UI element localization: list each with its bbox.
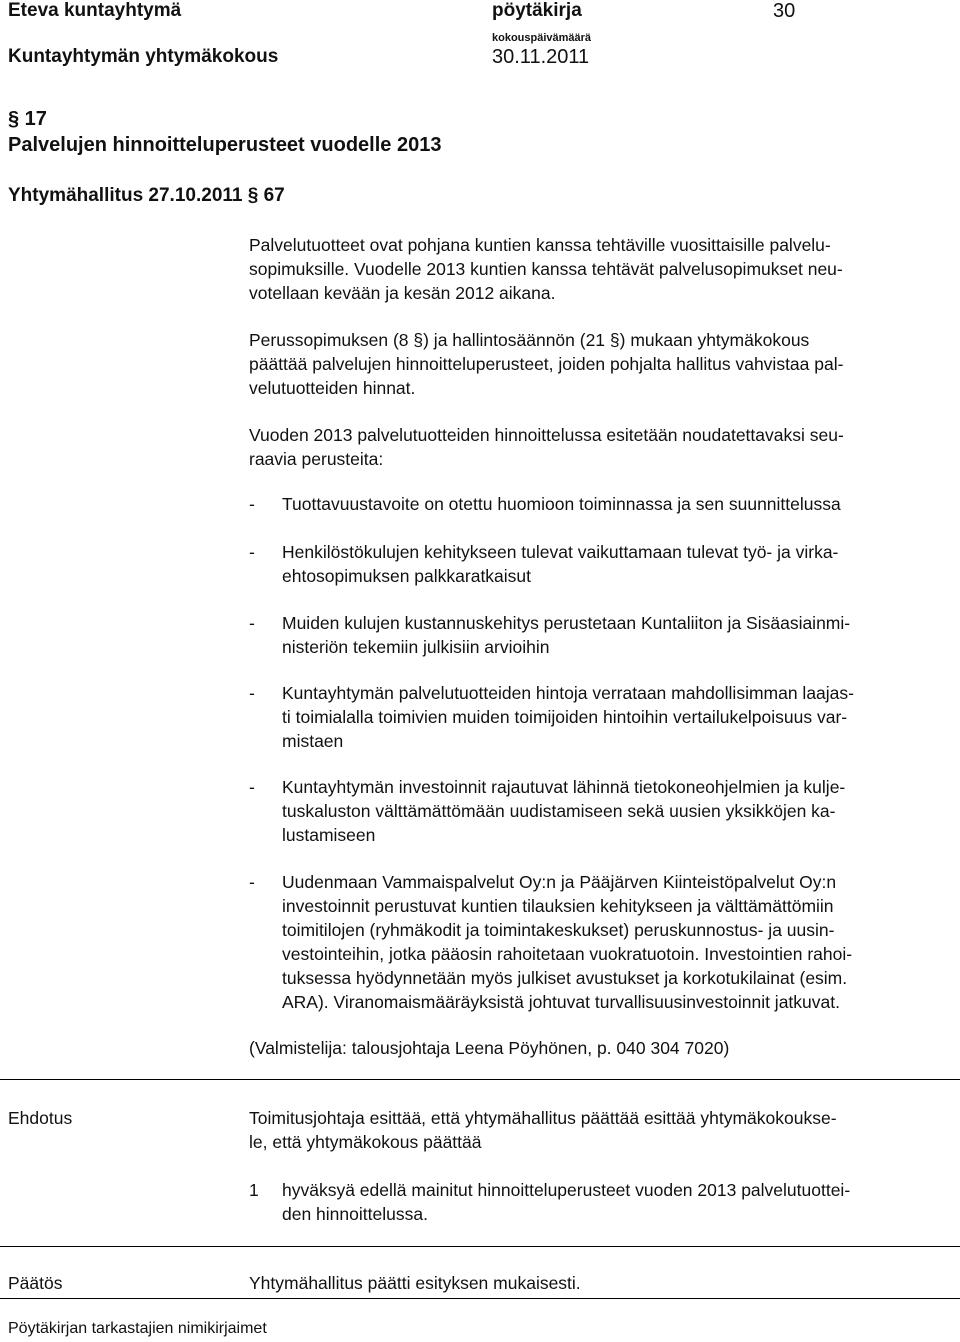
list-dash: -	[249, 872, 255, 892]
list-dash: -	[249, 613, 255, 633]
text-line: Perussopimuksen (8 §) ja hallintosäännön (21 §) mukaan yhtymäkokous	[249, 330, 810, 350]
text-line: päättää palvelujen hinnoitteluperusteet, joiden pohjalta hallitus vahvistaa pal-	[249, 354, 844, 374]
list-dash: -	[249, 542, 255, 562]
text-line: Toimitusjohtaja esittää, että yhtymähallitus päättää esittää yhtymäkokoukse-	[249, 1108, 837, 1128]
text-line: hyväksyä edellä mainitut hinnoitteluperusteet vuoden 2013 palvelutuottei-	[282, 1180, 851, 1200]
proposal-text	[249, 1106, 949, 1154]
text-line: sopimuksille. Vuodelle 2013 kuntien kanssa tehtävät palvelusopimukset neu-	[249, 259, 843, 279]
section-number: § 17	[8, 108, 47, 130]
text-line: votellaan kevään ja kesän 2012 aikana.	[249, 283, 556, 303]
meeting-name: Kuntayhtymän yhtymäkokous	[8, 46, 279, 67]
text-line: vestointeihin, jotka pääosin rahoitetaan vuokratuotoin. Investointien rahoi-	[282, 944, 853, 964]
section-reference: Yhtymähallitus 27.10.2011 § 67	[8, 185, 285, 206]
preparer-note	[249, 1036, 949, 1060]
text-line: Uudenmaan Vammaispalvelut Oy:n ja Pääjärven Kiinteistöpalvelut Oy:n	[282, 872, 837, 892]
text-line: toimitilojen (ryhmäkodit ja toimintakeskukset) peruskunnostus- ja uusin-	[282, 920, 835, 940]
list-dash: -	[249, 683, 255, 703]
footer-divider	[0, 1298, 960, 1299]
section-title: Palvelujen hinnoitteluperusteet vuodelle 2013	[8, 134, 442, 156]
text-line: nisteriön tekemiin julkisiin arvioihin	[282, 637, 550, 657]
text-line: tuksessa hyödynnetään myös julkiset avustukset ja korkotukilainat (esim.	[282, 968, 848, 988]
text-line: investoinnit perustuvat kuntien tilauksien kehitykseen ja välttämättömiin	[282, 896, 834, 916]
text-line: raavia perusteita:	[249, 449, 384, 469]
text-line: mistaen	[282, 731, 344, 751]
text-line: ti toimialalla toimivien muiden toimijoiden hintoihin vertailukelpoisuus var-	[282, 707, 848, 727]
paragraph-principles	[249, 423, 949, 471]
item-number: 1	[249, 1180, 259, 1200]
list-dash: -	[249, 777, 255, 797]
decision-label: Päätös	[8, 1273, 63, 1293]
text-line: Vuoden 2013 palvelutuotteiden hinnoittelussa esitetään noudatettavaksi seu-	[249, 425, 844, 445]
paragraph-intro	[249, 233, 949, 305]
text-line: tuskaluston välttämättömään uudistamiseen sekä uusien yksikköjen ka-	[282, 801, 836, 821]
list-dash: -	[249, 494, 255, 514]
signatures-label: Pöytäkirjan tarkastajien nimikirjaimet	[8, 1320, 267, 1337]
text-line: Henkilöstökulujen kehitykseen tulevat vaikuttamaan tulevat työ- ja virka-	[282, 542, 839, 562]
text-line: den hinnoittelussa.	[282, 1204, 428, 1224]
document-type: pöytäkirja	[492, 0, 582, 21]
text-line: Kuntayhtymän investoinnit rajautuvat lähinnä tietokoneohjelmien ja kulje-	[282, 777, 846, 797]
section-divider	[0, 1079, 960, 1080]
text-line: (Valmistelija: talousjohtaja Leena Pöyhönen, p. 040 304 7020)	[249, 1038, 730, 1058]
meeting-date: 30.11.2011	[492, 46, 590, 68]
text-line: ARA). Viranomaismääräyksistä johtuvat turvallisuusinvestoinnit jatkuvat.	[282, 992, 840, 1012]
text-line: Palvelutuotteet ovat pohjana kuntien kanssa tehtäville vuosittaisille palvelu-	[249, 235, 831, 255]
text-line: ehtosopimuksen palkkaratkaisut	[282, 566, 532, 586]
text-line: Muiden kulujen kustannuskehitys perustetaan Kuntaliiton ja Sisäasiainmi-	[282, 613, 851, 633]
paragraph-basis	[249, 328, 949, 400]
page-number: 30	[773, 0, 796, 22]
org-name: Eteva kuntayhtymä	[8, 0, 182, 21]
proposal-label: Ehdotus	[8, 1108, 73, 1128]
text-line: velutuotteiden hinnat.	[249, 378, 416, 398]
text-line: Kuntayhtymän palvelutuotteiden hintoja verrataan mahdollisimman laajas-	[282, 683, 854, 703]
decision-text: Yhtymähallitus päätti esityksen mukaisesti.	[249, 1273, 581, 1293]
date-label: kokouspäivämäärä	[492, 32, 592, 44]
text-line: lustamiseen	[282, 825, 376, 845]
section-divider	[0, 1246, 960, 1247]
text-line: Tuottavuustavoite on otettu huomioon toiminnassa ja sen suunnittelussa	[282, 494, 841, 514]
text-line: le, että yhtymäkokous päättää	[249, 1132, 482, 1152]
